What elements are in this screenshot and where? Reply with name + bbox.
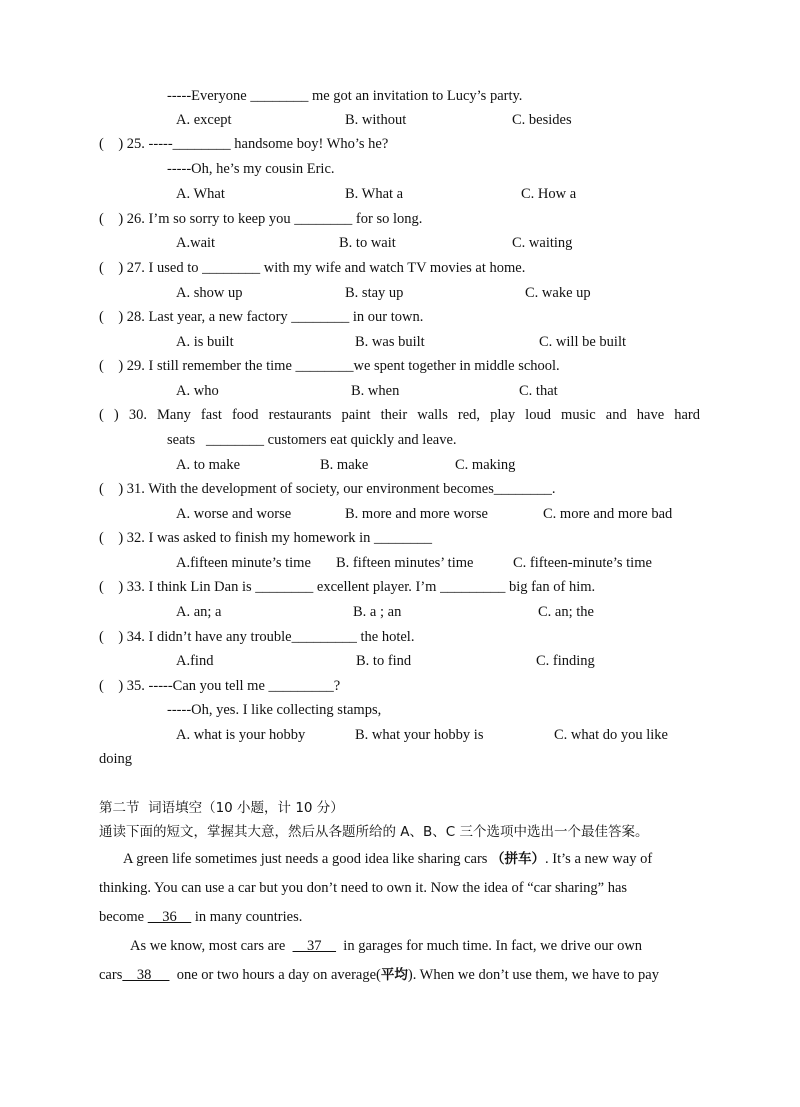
passage-text: cars — [99, 967, 123, 983]
passage-cn-gloss: 平均 — [380, 967, 408, 983]
q24-stem: -----Everyone ________ me got an invitation to Lucy’s party. — [167, 88, 523, 104]
q28-stem: ( ) 28. Last year, a new factory ________ in our town. — [99, 309, 424, 325]
q25-stem: ( ) 25. -----________ handsome boy! Who’s he? — [99, 136, 389, 152]
q24-option-b: B. without — [345, 112, 407, 128]
q35-option-c-cont: doing — [99, 751, 133, 767]
q28-option-c: C. will be built — [539, 334, 626, 350]
blank-38: 38 — [122, 967, 170, 983]
q35-option-a: A. what is your hobby — [176, 727, 306, 743]
q34-option-a: A.find — [176, 653, 214, 669]
passage-text: A green life sometimes just needs a good idea like sharing cars — [123, 851, 488, 867]
q26-option-c: C. waiting — [512, 235, 573, 251]
blank-37: 37 — [292, 938, 337, 954]
q30-stem-cont: seats ________ customers eat quickly and leave. — [167, 432, 457, 448]
passage-text: . It’s a new way of — [545, 851, 653, 867]
q31-option-c: C. more and more bad — [543, 506, 673, 522]
q28-option-a: A. is built — [176, 334, 234, 350]
q33-option-b: B. a ; an — [353, 604, 402, 620]
q32-option-a: A.fifteen minute’s time — [176, 555, 311, 571]
q29-option-b: B. when — [351, 383, 400, 399]
q31-option-a: A. worse and worse — [176, 506, 292, 522]
passage-text: become — [99, 909, 148, 925]
q31-option-b: B. more and more worse — [345, 506, 488, 522]
q27-stem: ( ) 27. I used to ________ with my wife and watch TV movies at home. — [99, 260, 526, 276]
passage-p1-line1 — [123, 850, 652, 868]
q25-option-a: A. What — [176, 186, 225, 202]
q32-option-c: C. fifteen-minute’s time — [513, 555, 652, 571]
q35-stem: ( ) 35. -----Can you tell me _________? — [99, 678, 341, 694]
passage-cn-gloss: （拼车） — [491, 851, 546, 867]
q30-stem: ( ) 30. Many fast food restaurants paint their walls red, play loud music and have hard — [99, 407, 700, 423]
q29-option-c: C. that — [519, 383, 558, 399]
passage-p2-line1 — [130, 937, 642, 955]
passage-text: As we know, most cars are — [130, 938, 293, 954]
q34-option-b: B. to find — [356, 653, 412, 669]
q26-stem: ( ) 26. I’m so sorry to keep you ________ for so long. — [99, 211, 423, 227]
q32-option-b: B. fifteen minutes’ time — [336, 555, 474, 571]
q32-stem: ( ) 32. I was asked to finish my homework in ________ — [99, 530, 433, 546]
passage-text: in many countries. — [191, 909, 303, 925]
q27-option-a: A. show up — [176, 285, 243, 301]
q27-option-b: B. stay up — [345, 285, 404, 301]
passage-p1-line3 — [99, 908, 302, 926]
q29-stem: ( ) 29. I still remember the time ________we spent together in middle school. — [99, 358, 560, 374]
passage-p2-line2 — [99, 966, 659, 984]
q25-option-c: C. How a — [521, 186, 577, 202]
q35-option-c: C. what do you like — [554, 727, 668, 743]
q30-option-c: C. making — [455, 457, 516, 473]
q33-stem: ( ) 33. I think Lin Dan is ________ excellent player. I’m _________ big fan of him. — [99, 579, 596, 595]
passage-text: ). When we don’t use them, we have to pay — [407, 967, 659, 983]
blank-36: 36 — [147, 909, 192, 925]
q24-option-c: C. besides — [512, 112, 572, 128]
q27-option-c: C. wake up — [525, 285, 591, 301]
q35-reply: -----Oh, yes. I like collecting stamps, — [167, 702, 382, 718]
q31-stem: ( ) 31. With the development of society, our environment becomes________. — [99, 481, 556, 497]
q26-option-a: A.wait — [176, 235, 216, 251]
q25-reply: -----Oh, he’s my cousin Eric. — [167, 161, 335, 177]
passage-text: in garages for much time. In fact, we drive our own — [336, 938, 643, 954]
q34-stem: ( ) 34. I didn’t have any trouble_________ the hotel. — [99, 629, 415, 645]
q35-option-b: B. what your hobby is — [355, 727, 484, 743]
section-instruction: 通读下面的短文，掌握其大意，然后从各题所给的 A、B、C 三个选项中选出一个最佳答案。 — [99, 824, 649, 840]
section-heading: 第二节 词语填空（10 小题，计 10 分） — [99, 800, 344, 816]
passage-p1-line2: thinking. You can use a car but you don’t need to own it. Now the idea of “car sharing” has — [99, 880, 628, 896]
q29-option-a: A. who — [176, 383, 219, 399]
q30-option-b: B. make — [320, 457, 369, 473]
passage-text: one or two hours a day on average( — [169, 967, 381, 983]
q24-option-a: A. except — [176, 112, 232, 128]
q30-option-a: A. to make — [176, 457, 241, 473]
q26-option-b: B. to wait — [339, 235, 396, 251]
q25-option-b: B. What a — [345, 186, 404, 202]
q34-option-c: C. finding — [536, 653, 595, 669]
q33-option-a: A. an; a — [176, 604, 222, 620]
q33-option-c: C. an; the — [538, 604, 594, 620]
q28-option-b: B. was built — [355, 334, 425, 350]
